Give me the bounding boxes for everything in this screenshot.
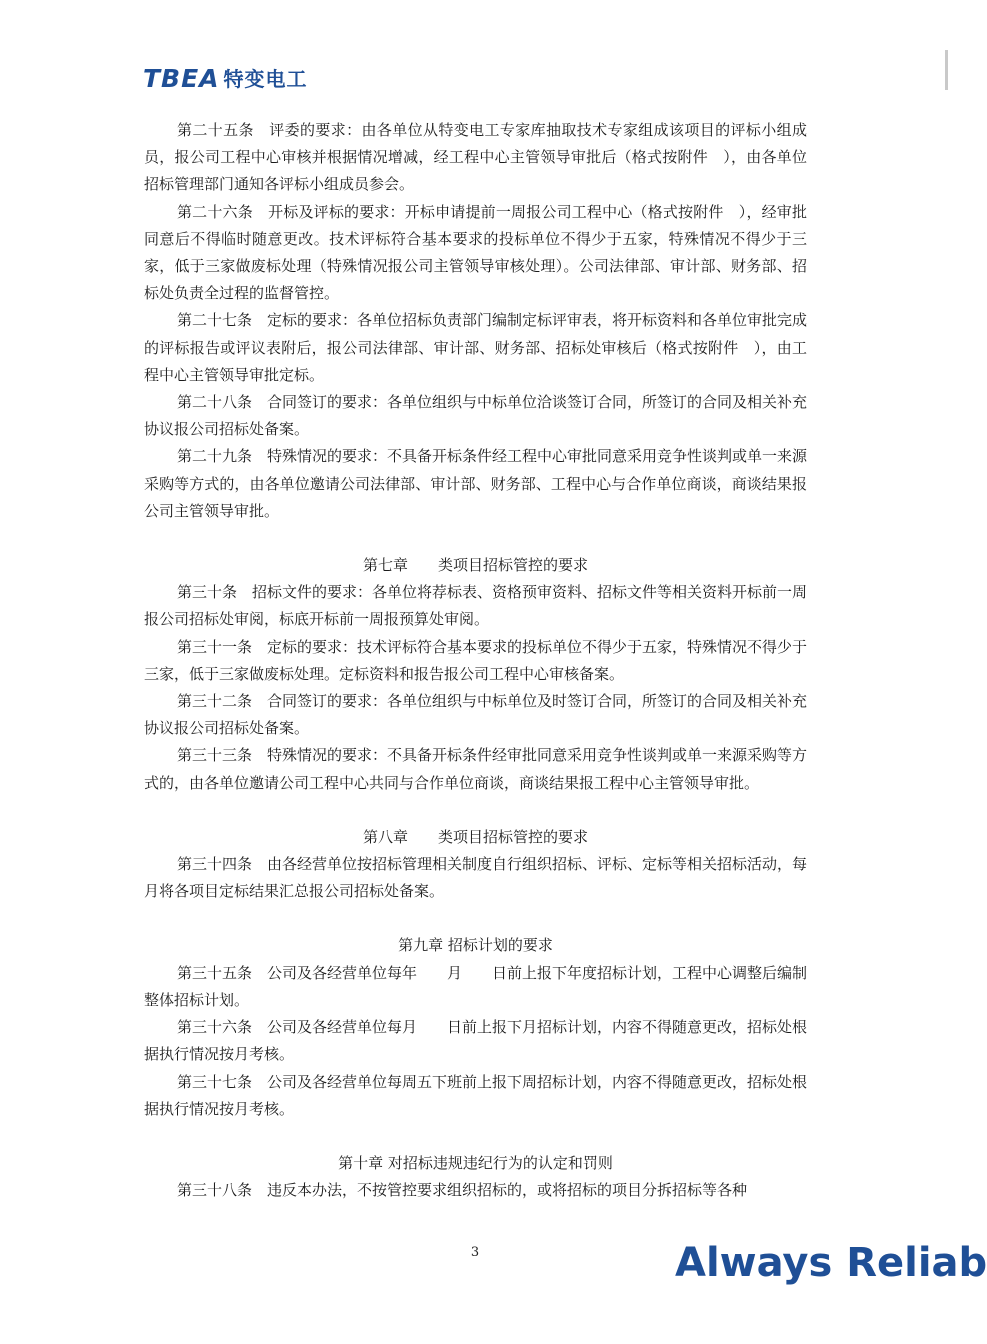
article-27: 第二十七条 定标的要求：各单位招标负责部门编制定标评审表，将开标资料和各单位审批完成的评标报告或评议表附后，报公司法律部、审计部、财务部、招标处审核后（格式按附件 ），由工程中心主管领导审批定标。 xyxy=(144,311,808,384)
logo-cn-text: 特变电工 xyxy=(223,67,308,91)
article-26: 第二十六条 开标及评标的要求：开标申请提前一周报公司工程中心（格式按附件 ），经审批同意后不得临时随意更改。技术评标符合基本要求的投标单位不得少于五家，特殊情况不得少于三家，低于三家做废标处理（特殊情况报公司主管领导审核处理）。公司法律部、审计部、财务部、招标处负责全过程的监督管控。 xyxy=(144,202,807,303)
spacer xyxy=(144,1123,807,1150)
document-body xyxy=(144,117,807,1204)
article-29: 第二十九条 特殊情况的要求：不具备开标条件经工程中心审批同意采用竞争性谈判或单一来源采购等方式的，由各单位邀请公司法律部、审计部、财务部、工程中心与合作单位商谈，商谈结果报公司主管领导审批。 xyxy=(144,447,808,520)
chapter-7-heading: 第七章 类项目招标管控的要求 xyxy=(362,556,588,575)
article-34: 第三十四条 由各经营单位按招标管理相关制度自行组织招标、评标、定标等相关招标活动，每月将各项目定标结果汇总报公司招标处备案。 xyxy=(144,855,808,901)
margin-marker xyxy=(945,50,948,90)
article-31: 第三十一条 定标的要求：技术评标符合基本要求的投标单位不得少于五家，特殊情况不得少于三家，低于三家做废标处理。定标资料和报告报公司工程中心审核备案。 xyxy=(144,637,808,683)
article-38: 第三十八条 违反本办法，不按管控要求组织招标的，或将招标的项目分拆招标等各种 xyxy=(177,1181,748,1200)
chapter-10-heading: 第十章 对招标违规违纪行为的认定和罚则 xyxy=(338,1153,613,1172)
spacer xyxy=(144,797,807,824)
spacer xyxy=(144,525,807,552)
spacer xyxy=(144,905,807,932)
article-25: 第二十五条 评委的要求：由各单位从特变电工专家库抽取技术专家组成该项目的评标小组成员，报公司工程中心审核并根据情况增减，经工程中心主管领导审批后（格式按附件 ），由各单位招标管理部门通知各评标小组成员参会。 xyxy=(144,121,807,194)
page-number: 3 xyxy=(470,1245,480,1260)
logo-en-text: TBEA xyxy=(143,64,220,93)
chapter-8-heading: 第八章 类项目招标管控的要求 xyxy=(362,827,588,846)
article-37: 第三十七条 公司及各经营单位每周五下班前上报下周招标计划，内容不得随意更改，招标处根据执行情况按月考核。 xyxy=(144,1072,808,1118)
article-36: 第三十六条 公司及各经营单位每月 日前上报下月招标计划，内容不得随意更改，招标处根据执行情况按月考核。 xyxy=(144,1018,808,1064)
article-35: 第三十五条 公司及各经营单位每年 月 日前上报下年度招标计划，工程中心调整后编制整体招标计划。 xyxy=(144,963,808,1009)
article-33: 第三十三条 特殊情况的要求：不具备开标条件经审批同意采用竞争性谈判或单一来源采购等方式的，由各单位邀请公司工程中心共同与合作单位商谈，商谈结果报工程中心主管领导审批。 xyxy=(144,746,808,792)
article-28: 第二十八条 合同签订的要求：各单位组织与中标单位洽谈签订合同，所签订的合同及相关补充协议报公司招标处备案。 xyxy=(144,393,808,439)
article-32: 第三十二条 合同签订的要求：各单位组织与中标单位及时签订合同，所签订的合同及相关补充协议报公司招标处备案。 xyxy=(144,692,808,738)
chapter-9-heading: 第九章 招标计划的要求 xyxy=(398,936,553,955)
brand-slogan: Always Reliab xyxy=(675,1240,987,1286)
article-30: 第三十条 招标文件的要求：各单位将荐标表、资格预审资料、招标文件等相关资料开标前一周报公司招标处审阅，标底开标前一周报预算处审阅。 xyxy=(144,583,808,629)
tbea-logo xyxy=(143,66,308,92)
